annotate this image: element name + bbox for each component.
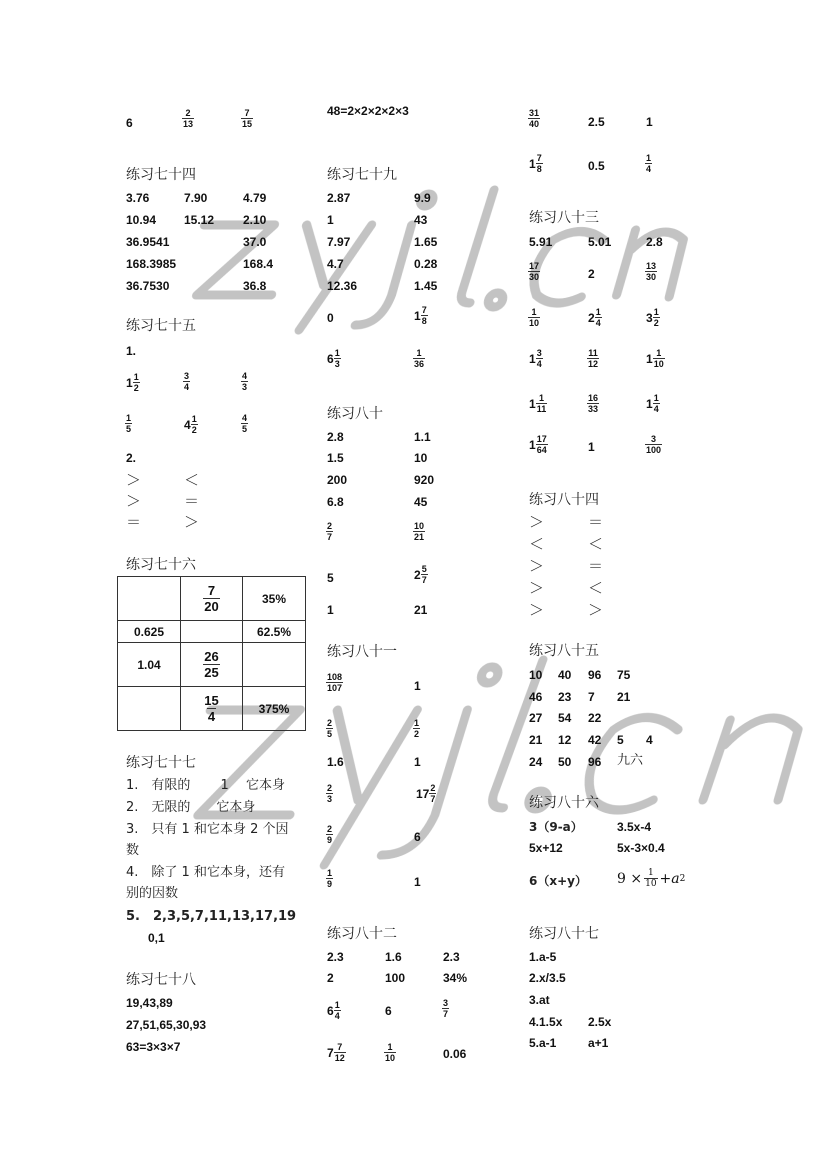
ex85-cell: 75 [617,668,631,682]
ex74-title: 练习七十四 [126,167,196,183]
ex80-cell: 200 [327,473,348,487]
table-cell [118,577,181,621]
ex80-mixed-number: 2 5 7 [414,564,427,585]
ex85-cell: 九六 [617,753,644,768]
ex83-mixed-number: 1 1 11 [529,393,547,414]
top-c1-fraction: 2 13 [183,108,194,129]
ex79-cell: 9.9 [414,191,431,205]
table-cell [181,621,243,643]
ex85-cell: 96 [588,755,602,769]
ex84-compare: ＞ [588,601,604,619]
ex82-cell: 0.06 [443,1047,467,1061]
table-cell: 0.625 [118,621,181,643]
table-cell: 35% [243,577,306,621]
ex75-fraction: 1 5 [126,413,132,434]
ex83-mixed-number: 1 17 64 [529,434,547,455]
ex79-cell: 2.87 [327,191,351,205]
ex85-cell: 21 [529,733,543,747]
ex74-cell: 4.79 [243,191,267,205]
ex85-title: 练习八十五 [529,643,599,659]
ex85-cell: 27 [529,711,543,725]
ex75-compare: ＝ [126,513,142,531]
ex81-fraction: 2 5 [327,718,333,739]
ex85-cell: 21 [617,690,631,704]
ex84-compare: ＝ [588,513,604,531]
ex85-cell: 23 [558,690,572,704]
ex83-cell: 1 [588,440,595,454]
ex79-cell: 7.97 [327,235,351,249]
ex87-line: 2.x/3.5 [529,971,566,985]
ex85-cell: 7 [588,690,595,704]
ex77-line: 2. 无限的 它本身 [126,800,256,815]
ex82-cell: 1.6 [385,950,402,964]
ex86-title: 练习八十六 [529,795,599,811]
ex77-line: 5. 2,3,5,7,11,13,17,19 [126,909,297,924]
ex83-cell: 5.91 [529,235,553,249]
ex82-cell: 2 [327,971,334,985]
ex79-cell: 1.45 [414,279,438,293]
ex83-mixed-number: 3 1 2 [646,307,659,328]
ex75-fraction: 3 4 [184,371,190,392]
ex81-fraction: 2 9 [327,824,333,845]
top-c1-value: 6 [126,116,133,130]
ex79-cell: 1.65 [414,235,438,249]
table-cell [118,687,181,731]
ex81-fraction: 108 107 [327,672,343,693]
ex84-compare: ＜ [529,535,545,553]
ex75-mixed-number: 1 1 2 [126,372,139,393]
ex83-mixed-number: 1 3 4 [529,348,542,369]
ex87-line: a+1 [588,1036,609,1050]
ex78-line: 63=3×3×7 [126,1040,181,1054]
ex74-cell: 168.4 [243,257,274,271]
ex81-cell: 6 [414,830,421,844]
ex87-line: 3.at [529,993,550,1007]
ex74-cell: 7.90 [184,191,208,205]
ex86-cell: 5x+12 [529,841,563,855]
ex79-cell: 1 [327,213,334,227]
ex84-compare: ＞ [529,513,545,531]
ex80-cell: 21 [414,603,428,617]
top-c2-line: 48=2×2×2×2×3 [327,104,409,118]
ex86-cell: 3.5x-4 [617,820,652,834]
ex79-cell: 43 [414,213,428,227]
ex79-cell: 0 [327,311,334,325]
ex79-fraction: 1 36 [414,348,425,369]
ex76-title: 练习七十六 [126,557,196,573]
ex74-cell: 10.94 [126,213,157,227]
ex74-cell: 36.9541 [126,235,170,249]
ex79-cell: 12.36 [327,279,358,293]
ex80-cell: 45 [414,495,428,509]
ex77-line: 4. 除了 1 和它本身，还有 [126,865,285,880]
top-c1-fraction: 7 15 [242,108,253,129]
ex75-compare: ＞ [184,513,200,531]
ex85-cell: 54 [558,711,572,725]
ex75-title: 练习七十五 [126,318,196,334]
table-cell: 1.04 [118,643,181,687]
ex83-mixed-number: 2 1 4 [588,307,601,328]
ex80-cell: 1 [327,603,334,617]
ex75-part-label: 1. [126,344,137,358]
top-c3-cell: 2.5 [588,115,605,129]
ex80-cell: 920 [414,473,435,487]
ex84-compare: ＞ [529,579,545,597]
ex87-title: 练习八十七 [529,926,599,942]
ex80-cell: 2.8 [327,430,344,444]
ex82-cell: 6 [385,1004,392,1018]
ex83-fraction: 17 30 [529,261,540,282]
ex85-cell: 40 [558,668,572,682]
ex81-title: 练习八十一 [327,644,397,660]
ex74-cell: 15.12 [184,213,215,227]
ex85-cell: 42 [588,733,602,747]
ex79-cell: 4.7 [327,257,344,271]
ex75-compare: ＞ [126,471,142,489]
ex81-mixed-number: 17 2 7 [416,783,436,804]
ex82-mixed-number: 6 1 4 [327,1000,340,1021]
ex87-line: 1.a-5 [529,950,557,964]
ex83-cell: 5.01 [588,235,612,249]
ex78-line: 27,51,65,30,93 [126,1018,207,1032]
ex81-fraction: 1 9 [327,868,333,889]
ex82-title: 练习八十二 [327,926,397,942]
ex80-title: 练习八十 [327,406,383,422]
ex84-compare: ＞ [529,557,545,575]
ex79-mixed-number: 6 1 3 [327,348,340,369]
ex80-cell: 6.8 [327,495,344,509]
ex74-cell: 36.7530 [126,279,170,293]
ex83-cell: 2.8 [646,235,663,249]
ex84-compare: ＜ [588,579,604,597]
ex80-cell: 1.1 [414,430,431,444]
ex75-compare: ＝ [184,492,200,510]
ex74-cell: 168.3985 [126,257,177,271]
table-cell: 375% [243,687,306,731]
ex80-cell: 5 [327,571,334,585]
ex83-mixed-number: 1 1 4 [646,393,659,414]
ex79-cell: 0.28 [414,257,438,271]
top-c3-cell: 0.5 [588,159,605,173]
ex81-fraction: 2 3 [327,783,333,804]
ex82-fraction: 1 10 [385,1042,396,1063]
ex77-line: 1. 有限的 1 它本身 [126,778,285,793]
ex82-mixed-number: 7 7 12 [327,1042,345,1063]
ex81-cell: 1 [414,755,421,769]
ex77-line: 数 [126,843,140,858]
ex74-cell: 36.8 [243,279,267,293]
ex80-cell: 1.5 [327,451,344,465]
ex75-fraction: 4 3 [242,371,248,392]
ex79-mixed-number: 1 7 8 [414,305,427,326]
ex85-cell: 4 [646,733,653,747]
ex82-cell: 2.3 [443,950,460,964]
ex77-line: 别的因数 [126,886,179,901]
ex83-mixed-number: 1 1 10 [646,348,664,369]
ex82-cell: 34% [443,971,468,985]
ex85-cell: 10 [529,668,543,682]
ex83-fraction: 1 10 [529,307,540,328]
ex85-cell: 22 [588,711,602,725]
ex85-cell: 46 [529,690,543,704]
ex85-cell: 24 [529,755,543,769]
ex82-cell: 100 [385,971,406,985]
ex85-cell: 50 [558,755,572,769]
table-cell: $\frac{26}{25}$ [181,643,243,687]
ex83-fraction: 3 100 [646,434,662,455]
ex81-cell: 1.6 [327,755,344,769]
ex77-line: 3. 只有 1 和它本身 2 个因 [126,822,289,837]
ex75-fraction: 4 5 [242,413,248,434]
ex80-cell: 10 [414,451,428,465]
ex87-line: 2.5x [588,1015,612,1029]
ex83-fraction: 13 30 [646,261,657,282]
ex84-compare: ＜ [588,535,604,553]
ex74-cell: 37.0 [243,235,267,249]
table-cell: $\frac{7}{20}$ [181,577,243,621]
ex80-fraction: 10 21 [414,521,425,542]
ex86-cell: 6（x+y） [529,874,587,888]
ex76-table [117,576,306,731]
ex86-formula: 9 × 1 10 + a 2 [617,868,686,889]
ex84-title: 练习八十四 [529,492,599,508]
table-cell: $\frac{15}{4}$ [181,687,243,731]
ex83-title: 练习八十三 [529,210,599,226]
ex82-cell: 2.3 [327,950,344,964]
ex81-cell: 1 [414,679,421,693]
ex75-compare: ＞ [126,492,142,510]
ex85-cell: 12 [558,733,572,747]
table-cell [243,643,306,687]
ex83-fraction: 11 12 [588,348,599,369]
ex75-part-label: 2. [126,451,137,465]
top-c3-fraction: 31 40 [529,108,540,129]
ex84-compare: ＞ [529,601,545,619]
ex86-cell: 5x-3×0.4 [617,841,665,855]
ex85-cell: 96 [588,668,602,682]
table-cell: 62.5% [243,621,306,643]
top-c3-mixed-number: 1 7 8 [529,153,542,174]
ex78-title: 练习七十八 [126,972,196,988]
ex81-fraction: 1 2 [414,718,420,739]
ex77-title: 练习七十七 [126,755,196,771]
ex85-cell: 5 [617,733,624,747]
ex81-cell: 1 [414,875,421,889]
ex74-cell: 2.10 [243,213,267,227]
ex79-title: 练习七十九 [327,167,397,183]
top-c3-fraction: 1 4 [646,153,652,174]
top-c3-cell: 1 [646,115,653,129]
ex84-compare: ＝ [588,557,604,575]
ex87-line: 5.a-1 [529,1036,557,1050]
ex77-line: 0,1 [148,931,165,945]
ex83-fraction: 16 33 [588,393,599,414]
ex83-cell: 2 [588,267,595,281]
ex74-cell: 3.76 [126,191,150,205]
ex75-mixed-number: 4 1 2 [184,414,197,435]
ex87-line: 4.1.5x [529,1015,563,1029]
ex80-fraction: 2 7 [327,521,333,542]
ex75-compare: ＜ [184,471,200,489]
ex82-fraction: 3 7 [443,998,449,1019]
ex86-cell: 3（9-a） [529,820,583,834]
ex78-line: 19,43,89 [126,996,173,1010]
